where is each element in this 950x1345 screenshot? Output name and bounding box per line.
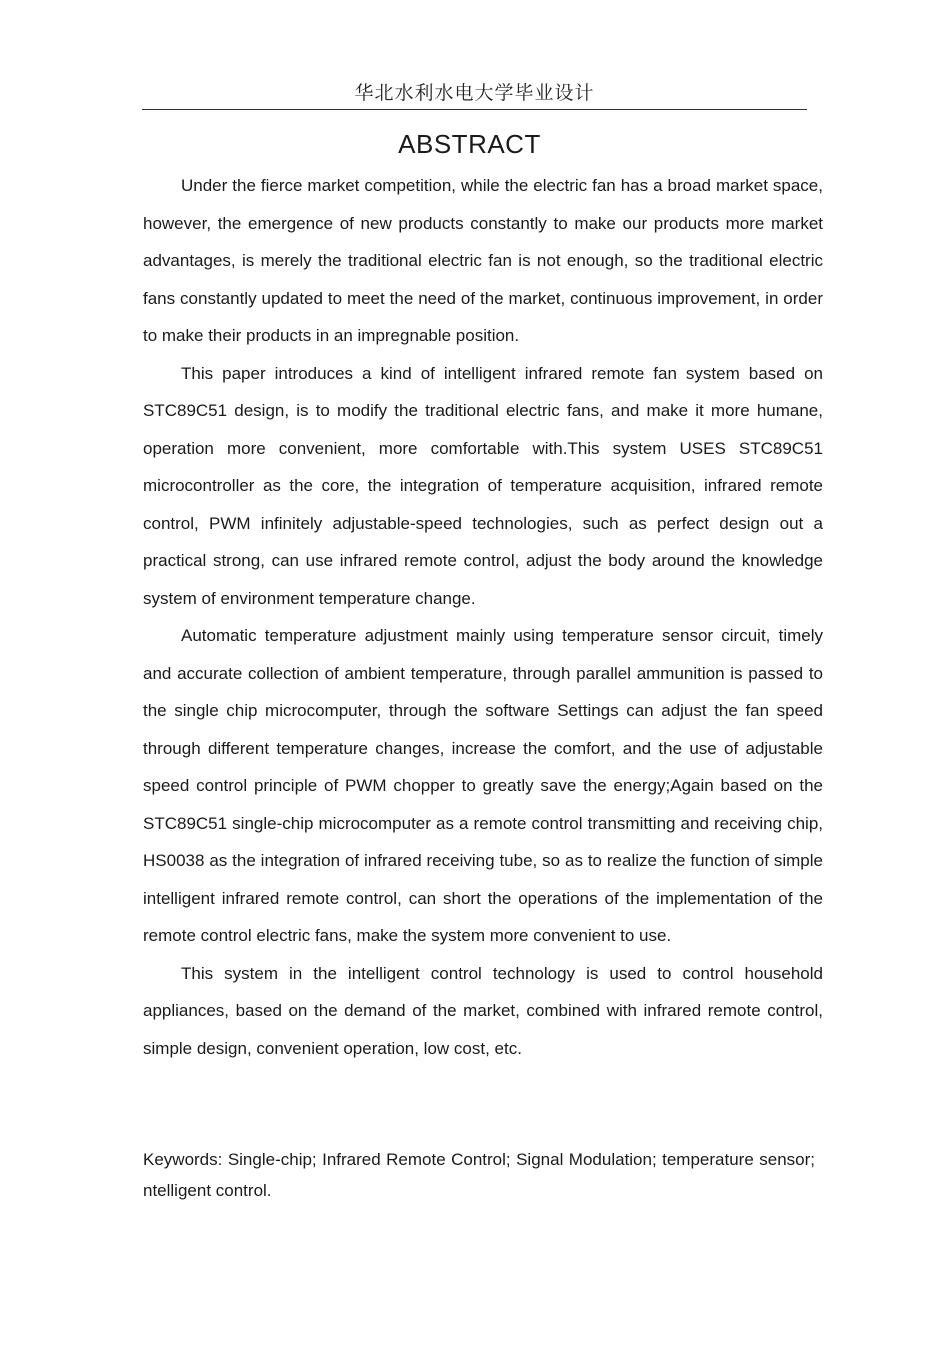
keywords-line: Keywords: Single-chip; Infrared Remote Control; Signal Modulation; temperature sensor; ntelligent control. (143, 1150, 815, 1200)
running-header: 华北水利水电大学毕业设计 (354, 82, 595, 104)
header-divider (142, 109, 807, 110)
abstract-paragraph-4: This system in the intelligent control technology is used to control household appliances, based on the demand of the market, combined with infrared remote control, simple design, convenient operation, low cost, etc. (143, 963, 823, 1058)
abstract-paragraph-3: Automatic temperature adjustment mainly using temperature sensor circuit, timely and accurate collection of ambient temperature, through parallel ammunition is passed to the single chip microcomputer, through the software Settings can adjust the fan speed through different temperature changes, increase the comfort, and the use of adjustable speed control principle of PWM chopper to greatly save the energy;Again based on the STC89C51 single-chip microcomputer as a remote control transmitting and receiving chip, HS0038 as the integration of infrared receiving tube, so as to realize the function of simple intelligent infrared remote control, can short the operations of the implementation of the remote control electric fans, make the system more convenient to use. (143, 626, 823, 945)
abstract-paragraph-2: This paper introduces a kind of intelligent infrared remote fan system based on STC89C51 design, is to modify the traditional electric fans, and make it more humane, operation more convenient, more comfortable with.This system USES STC89C51 microcontroller as the core, the integration of temperature acquisition, infrared remote control, PWM infinitely adjustable-speed technologies, such as perfect design out a practical strong, can use infrared remote control, adjust the body around the knowledge system of environment temperature change. (143, 363, 823, 608)
abstract-title: ABSTRACT (398, 129, 541, 159)
abstract-body (143, 167, 823, 1067)
abstract-paragraph-1: Under the fierce market competition, while the electric fan has a broad market space, however, the emergence of new products constantly to make our products more market advantages, is merely the traditional electric fan is not enough, so the traditional electric fans constantly updated to meet the need of the market, continuous improvement, in order to make their products in an impregnable position. (143, 176, 823, 345)
